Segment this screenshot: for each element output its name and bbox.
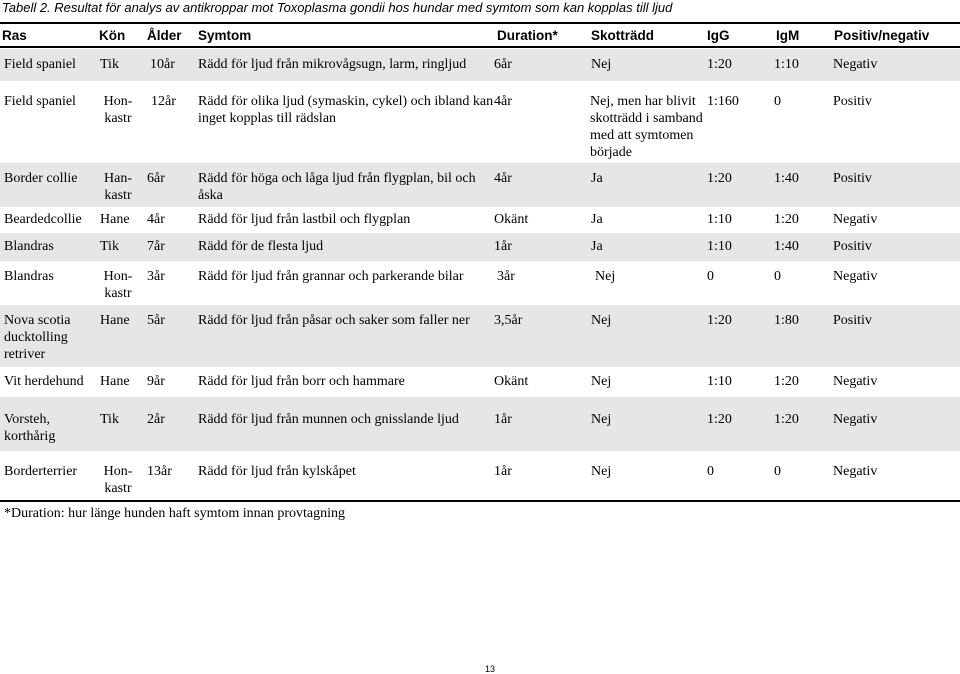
table-row (0, 397, 960, 451)
cell-duration: 1år (494, 412, 512, 427)
cell-alder: 7år (147, 239, 165, 254)
cell-igm: 1:20 (774, 212, 799, 227)
cell-result: Negativ (833, 57, 878, 72)
cell-kon: Tik (100, 239, 119, 254)
cell-igg: 1:10 (707, 212, 732, 227)
header-skottradd: Skotträdd (591, 28, 655, 43)
cell-igm: 1:80 (774, 313, 799, 328)
cell-skottradd: Nej (591, 374, 612, 389)
cell-alder: 4år (147, 212, 165, 227)
cell-kon: Hane (100, 212, 130, 227)
cell-alder: 9år (147, 374, 165, 389)
cell-result: Positiv (833, 313, 872, 328)
cell-alder: 12år (151, 94, 176, 109)
cell-alder: 6år (147, 171, 165, 186)
cell-kon: Tik (100, 57, 119, 72)
header-bottom-rule (0, 46, 960, 48)
cell-symtom: Rädd för olika ljud (symaskin, cykel) och ibland kan inget kopplas till rädslan (198, 94, 494, 126)
cell-skottradd: Nej (591, 412, 612, 427)
cell-ras: Nova scotia ducktolling retriver (4, 313, 71, 362)
cell-result: Positiv (833, 94, 872, 109)
cell-igg: 1:160 (707, 94, 739, 109)
cell-igg: 0 (707, 269, 714, 284)
cell-kon: Hon-kastr (103, 464, 133, 496)
table-row (0, 451, 960, 501)
cell-igg: 1:10 (707, 374, 732, 389)
table-row (0, 85, 960, 163)
page-number: 13 (485, 664, 496, 674)
cell-result: Negativ (833, 212, 878, 227)
cell-igm: 1:20 (774, 412, 799, 427)
cell-skottradd: Ja (591, 212, 603, 227)
cell-igm: 0 (774, 269, 781, 284)
cell-result: Positiv (833, 239, 872, 254)
cell-ras: Field spaniel (4, 94, 76, 109)
cell-symtom: Rädd för ljud från kylskåpet (198, 464, 356, 479)
cell-result: Negativ (833, 412, 878, 427)
table-bottom-rule (0, 500, 960, 502)
cell-igg: 1:10 (707, 239, 732, 254)
cell-alder: 3år (147, 269, 165, 284)
header-kon: Kön (99, 28, 126, 43)
header-symtom: Symtom (198, 28, 252, 43)
table-row (0, 207, 960, 233)
header-result: Positiv/negativ (834, 28, 930, 43)
cell-kon: Hon-kastr (103, 269, 133, 301)
header-igg: IgG (707, 28, 730, 43)
cell-symtom: Rädd för ljud från lastbil och flygplan (198, 212, 411, 227)
table-row (0, 367, 960, 397)
cell-alder: 10år (150, 57, 175, 72)
cell-skottradd: Nej (591, 313, 612, 328)
table-row (0, 49, 960, 81)
cell-skottradd: Nej, men har blivit skotträdd i samband med att symtomen började (590, 94, 703, 160)
cell-igm: 1:40 (774, 239, 799, 254)
cell-ras: Blandras (4, 239, 54, 254)
cell-igm: 0 (774, 94, 781, 109)
cell-duration: 6år (494, 57, 512, 72)
table-header (0, 27, 960, 47)
cell-ras: Field spaniel (4, 57, 76, 72)
cell-skottradd: Ja (591, 239, 603, 254)
header-ras: Ras (2, 28, 27, 43)
cell-kon: Tik (100, 412, 119, 427)
table-row (0, 305, 960, 367)
cell-symtom: Rädd för ljud från borr och hammare (198, 374, 405, 389)
cell-symtom: Rädd för ljud från påsar och saker som faller ner (198, 313, 470, 328)
cell-ras: Vit herdehund (4, 374, 84, 389)
cell-result: Negativ (833, 464, 878, 479)
table-row (0, 163, 960, 207)
cell-skottradd: Nej (595, 269, 616, 284)
cell-duration: 4år (494, 94, 512, 109)
cell-symtom: Rädd för ljud från grannar och parkerande bilar (198, 269, 464, 284)
cell-kon: Hane (100, 374, 130, 389)
cell-duration: 3år (497, 269, 515, 284)
cell-duration: Okänt (494, 212, 529, 227)
cell-igg: 0 (707, 464, 714, 479)
cell-igg: 1:20 (707, 57, 732, 72)
header-top-rule (0, 22, 960, 24)
cell-symtom: Rädd för höga och låga ljud från flygplan, bil och åska (198, 171, 476, 203)
cell-ras: Border collie (4, 171, 78, 186)
cell-igm: 1:20 (774, 374, 799, 389)
header-duration: Duration* (497, 28, 558, 43)
cell-alder: 13år (147, 464, 172, 479)
cell-igm: 1:10 (774, 57, 799, 72)
cell-duration: 3,5år (494, 313, 523, 328)
cell-ras: Vorsteh, korthårig (4, 412, 56, 444)
cell-alder: 5år (147, 313, 165, 328)
cell-ras: Blandras (4, 269, 54, 284)
footnote: *Duration: hur länge hunden haft symtom innan provtagning (4, 506, 345, 521)
cell-duration: 1år (494, 239, 512, 254)
cell-ras: Borderterrier (4, 464, 78, 479)
cell-skottradd: Nej (591, 57, 612, 72)
table-row (0, 233, 960, 261)
header-alder: Ålder (147, 28, 182, 43)
cell-duration: Okänt (494, 374, 529, 389)
cell-skottradd: Nej (591, 464, 612, 479)
cell-symtom: Rädd för ljud från mikrovågsugn, larm, ringljud (198, 57, 467, 72)
cell-kon: Hon-kastr (103, 94, 133, 126)
cell-igg: 1:20 (707, 412, 732, 427)
cell-result: Negativ (833, 374, 878, 389)
cell-symtom: Rädd för de flesta ljud (198, 239, 324, 254)
cell-igg: 1:20 (707, 171, 732, 186)
cell-duration: 1år (494, 464, 512, 479)
cell-skottradd: Ja (591, 171, 603, 186)
cell-result: Positiv (833, 171, 872, 186)
cell-ras: Beardedcollie (4, 212, 82, 227)
cell-kon: Han-kastr (104, 171, 132, 203)
cell-igg: 1:20 (707, 313, 732, 328)
cell-alder: 2år (147, 412, 165, 427)
cell-kon: Hane (100, 313, 130, 328)
table-caption: Tabell 2. Resultat för analys av antikroppar mot Toxoplasma gondii hos hundar med symtom som kan kopplas till ljud (2, 0, 673, 15)
cell-igm: 1:40 (774, 171, 799, 186)
header-igm: IgM (776, 28, 800, 43)
cell-symtom: Rädd för ljud från munnen och gnisslande ljud (198, 412, 459, 427)
table-row (0, 261, 960, 305)
cell-duration: 4år (494, 171, 512, 186)
cell-result: Negativ (833, 269, 878, 284)
cell-igm: 0 (774, 464, 781, 479)
